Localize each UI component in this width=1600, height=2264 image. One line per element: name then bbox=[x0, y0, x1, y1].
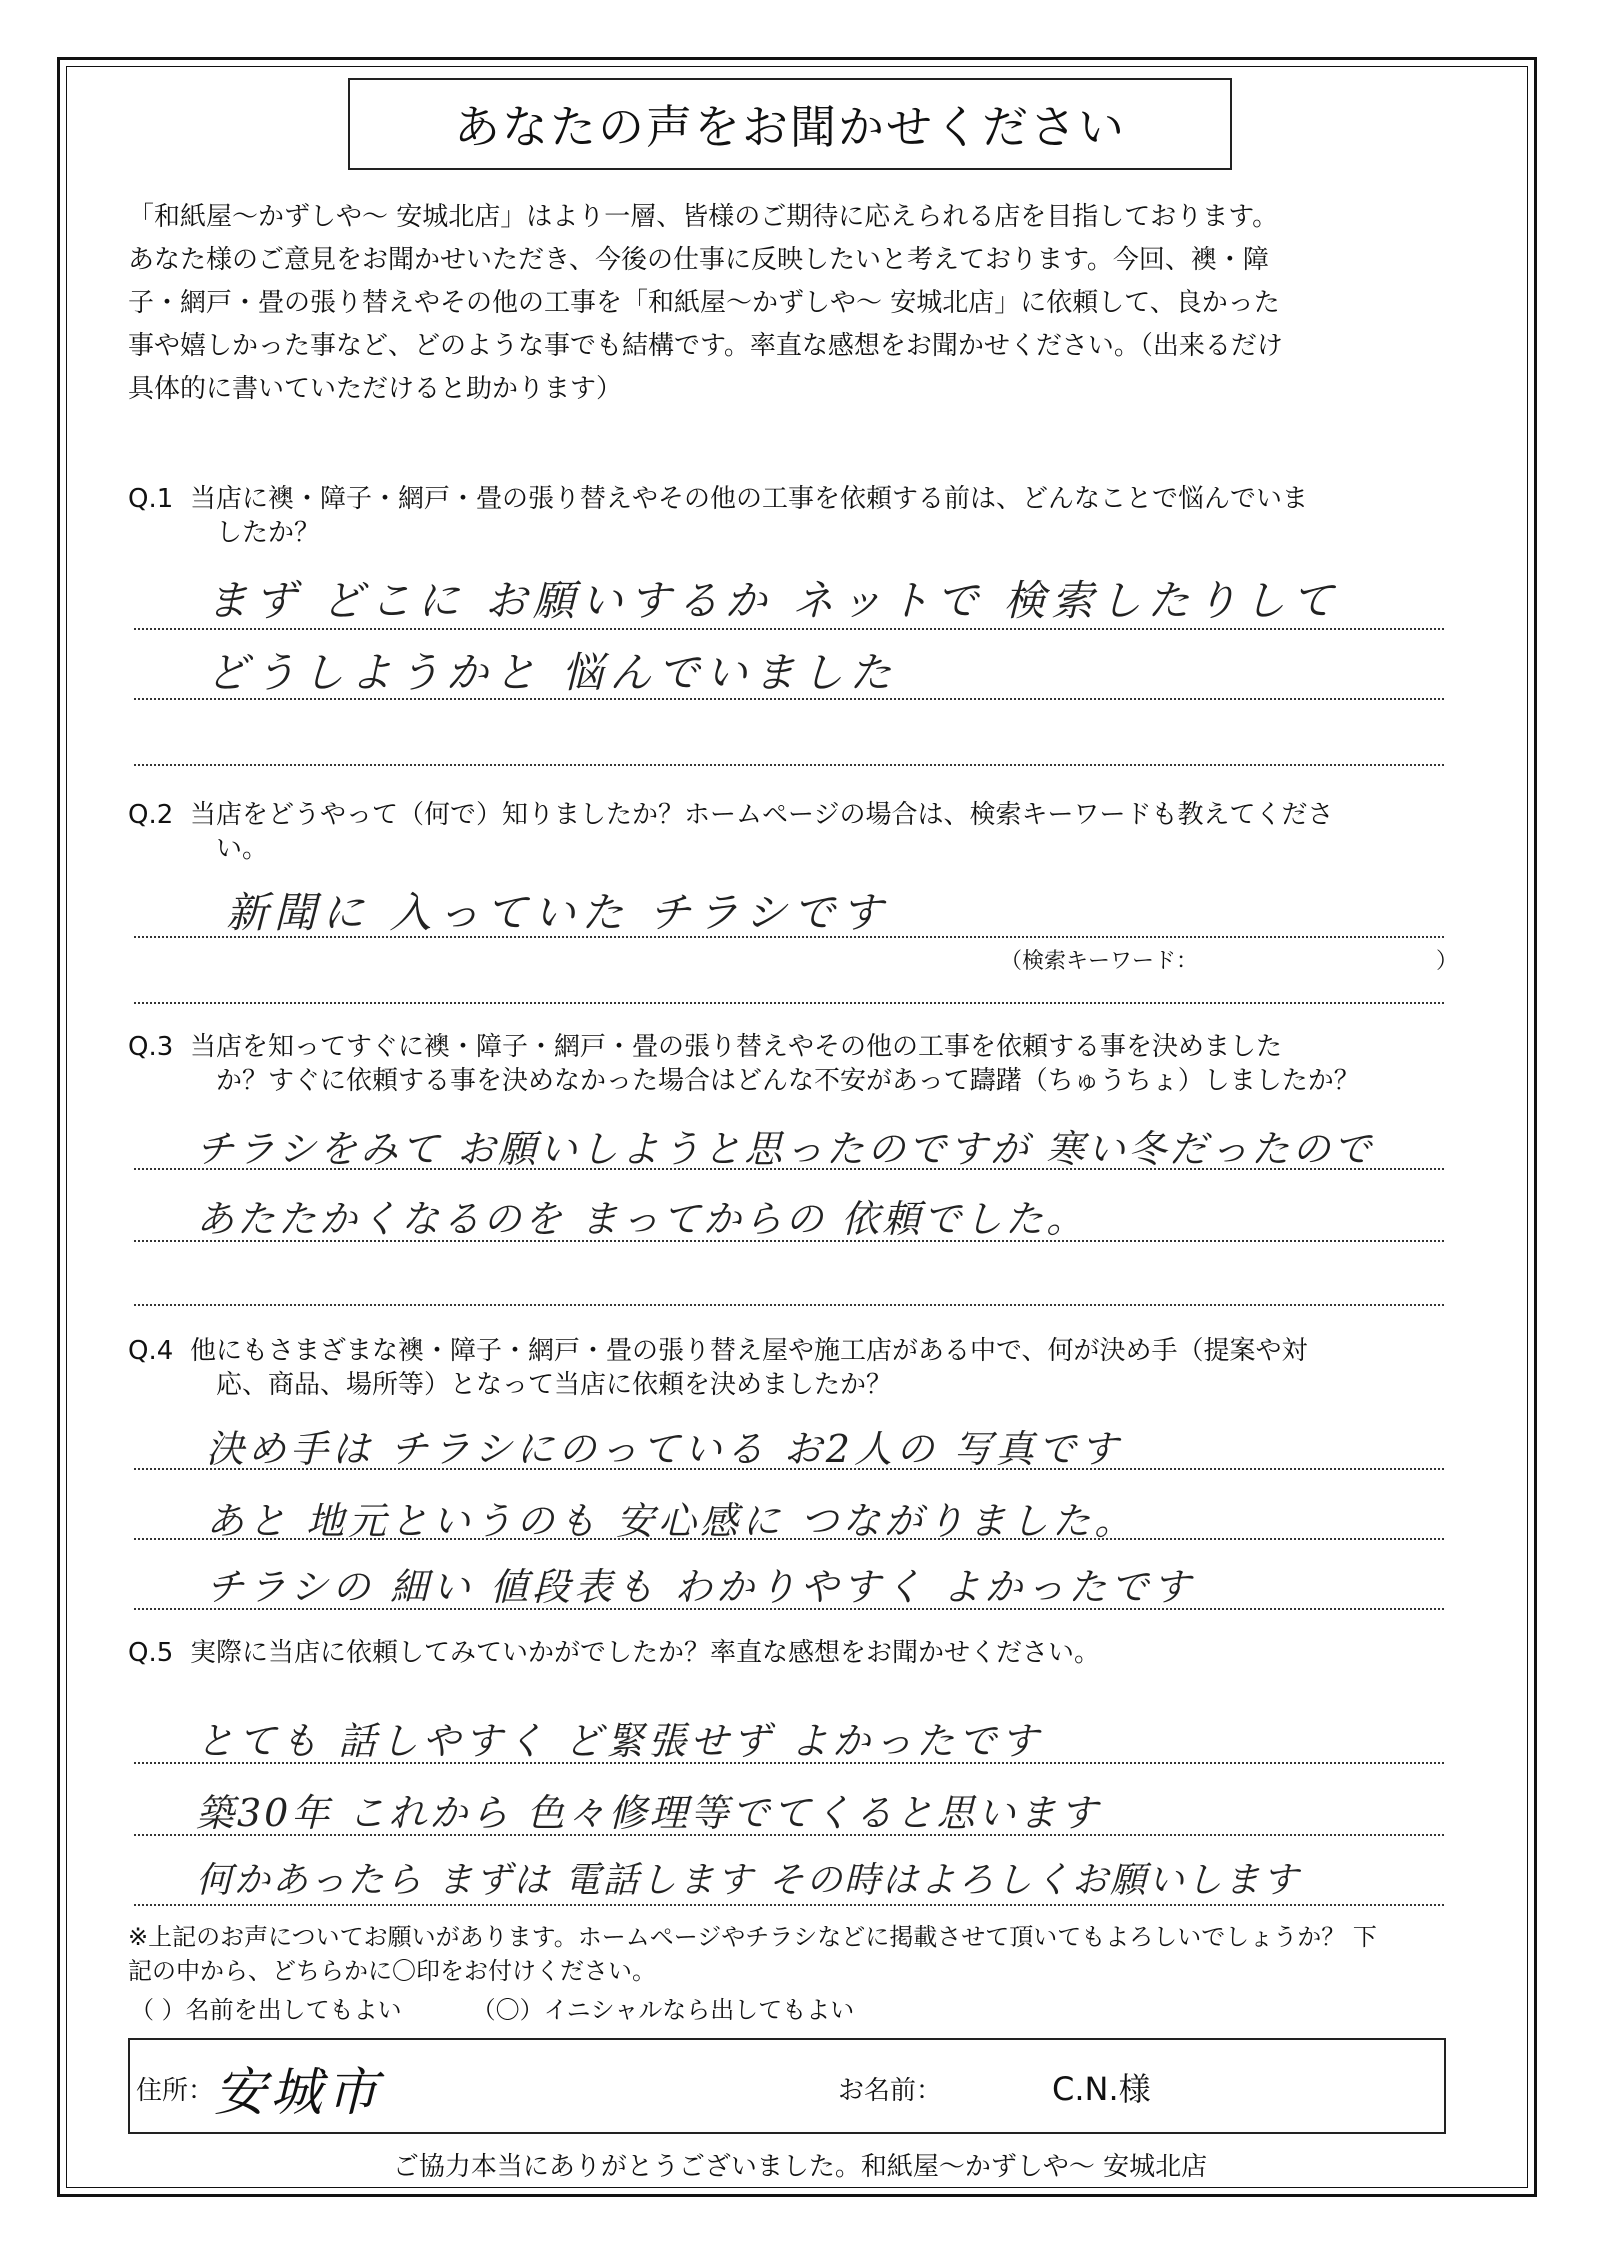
answer-rule bbox=[134, 1834, 1444, 1836]
answer-rule bbox=[134, 1538, 1444, 1540]
answer-rule bbox=[134, 1168, 1444, 1170]
answer-rule bbox=[134, 1002, 1444, 1004]
page-title: あなたの声をお聞かせください bbox=[454, 100, 1126, 154]
answer-rule bbox=[134, 1904, 1444, 1906]
answer-line: チラシの 細い 値段表も わかりやすく よかったです bbox=[206, 1565, 1195, 1609]
answer-line: 何かあったら まずは 電話します その時はよろしくお願いします bbox=[196, 1860, 1300, 1901]
answer-line: まず どこに お願いするか ネットで 検索したりして bbox=[206, 576, 1340, 625]
intro-line: 具体的に書いていただけると助かります） bbox=[128, 374, 623, 404]
question-number: Q.1 bbox=[128, 484, 174, 514]
name-label: お名前： bbox=[838, 2076, 943, 2106]
answer-rule bbox=[134, 1240, 1444, 1242]
notice-line: 記の中から、どちらかに〇印をお付けください。 bbox=[128, 1957, 656, 1985]
question-number: Q.5 bbox=[128, 1638, 174, 1668]
answer-line: 築30年 これから 色々修理等でてくると思います bbox=[196, 1791, 1101, 1835]
answer-rule bbox=[134, 936, 1444, 938]
question-4 bbox=[128, 1334, 1307, 1402]
question-2 bbox=[128, 798, 1333, 866]
question-number: Q.4 bbox=[128, 1336, 174, 1366]
question-text: 他にもさまざまな襖・障子・網戸・畳の張り替え屋や施工店がある中で、何が決め手（提案や対 bbox=[190, 1336, 1308, 1366]
question-text: 当店をどうやって（何で）知りましたか？ホームページの場合は、検索キーワードも教えてくださ bbox=[190, 800, 1334, 830]
answer-rule bbox=[134, 764, 1444, 766]
question-text-cont: い。 bbox=[216, 834, 269, 864]
question-1 bbox=[128, 482, 1308, 550]
search-keyword-label: （検索キーワード： bbox=[1000, 949, 1199, 974]
question-text: 実際に当店に依頼してみていかがでしたか？率直な感想をお聞かせください。 bbox=[190, 1638, 1101, 1668]
question-3 bbox=[128, 1030, 1360, 1098]
answer-line: 決め手は チラシにのっている お2人の 写真です bbox=[206, 1427, 1123, 1471]
answer-line: 新聞に 入っていた チラシです bbox=[226, 888, 889, 937]
intro-line: あなた様のご意見をお聞かせいただき、今後の仕事に反映したいと考えております。今回、襖・障 bbox=[128, 245, 1269, 275]
question-text-cont: か？すぐに依頼する事を決めなかった場合はどんな不安があって躊躇（ちゅうちょ）しましたか？ bbox=[216, 1066, 1360, 1096]
name-value: C.N.様 bbox=[1052, 2070, 1151, 2108]
answer-rule bbox=[134, 1304, 1444, 1306]
answer-rule bbox=[134, 1468, 1444, 1470]
publication-notice bbox=[128, 1920, 1377, 1988]
answer-line: あたたかくなるのを まってからの 依頼でした。 bbox=[196, 1197, 1088, 1241]
question-text-cont: したか？ bbox=[216, 518, 321, 548]
title-box bbox=[348, 78, 1232, 170]
address-label: 住所： bbox=[136, 2076, 215, 2106]
question-number: Q.2 bbox=[128, 800, 174, 830]
consent-options bbox=[130, 1990, 854, 2025]
question-text-cont: 応、商品、場所等）となって当店に依頼を決めましたか？ bbox=[216, 1370, 893, 1400]
question-5 bbox=[128, 1636, 1100, 1670]
intro-line: 「和紙屋〜かずしや〜 安城北店」はより一層、皆様のご期待に応えられる店を目指しております。 bbox=[128, 202, 1279, 232]
answer-rule bbox=[134, 1608, 1444, 1610]
answer-line: あと 地元というのも 安心感に つながりました。 bbox=[206, 1499, 1137, 1543]
question-text: 当店に襖・障子・網戸・畳の張り替えやその他の工事を依頼する前は、どんなことで悩んでいま bbox=[190, 484, 1309, 514]
question-number: Q.3 bbox=[128, 1032, 174, 1062]
intro-line: 事や嬉しかった事など、どのような事でも結構です。率直な感想をお聞かせください。（出来るだけ bbox=[128, 331, 1283, 361]
answer-rule bbox=[134, 628, 1444, 630]
answer-line: どうしようかと 悩んでいました bbox=[206, 648, 898, 697]
question-text: 当店を知ってすぐに襖・障子・網戸・畳の張り替えやその他の工事を依頼する事を決めました bbox=[190, 1032, 1283, 1062]
intro-line: 子・網戸・畳の張り替えやその他の工事を「和紙屋〜かずしや〜 安城北店」に依頼して、良かった bbox=[128, 288, 1280, 318]
option-initial-ok[interactable]: （〇）イニシャルなら出してもよい bbox=[471, 1996, 855, 2024]
footer-thanks: ご協力本当にありがとうございました。和紙屋〜かずしや〜 安城北店 bbox=[392, 2152, 1208, 2182]
answer-rule bbox=[134, 1762, 1444, 1764]
answer-rule bbox=[134, 698, 1444, 700]
search-keyword-field bbox=[1000, 944, 1459, 975]
search-keyword-close: ） bbox=[1436, 949, 1459, 974]
address-value: 安城市 bbox=[214, 2063, 383, 2123]
option-name-ok[interactable]: （ ）名前を出してもよい bbox=[130, 1996, 402, 2024]
answer-line: チラシをみて お願いしようと思ったのですが 寒い冬だったので bbox=[196, 1127, 1375, 1171]
answer-line: とても 話しやすく ど緊張せず よかったです bbox=[196, 1719, 1043, 1763]
notice-line: ※上記のお声についてお願いがあります。ホームページやチラシなどに掲載させて頂いてもよろしいでしょうか？ 下 bbox=[128, 1923, 1377, 1951]
intro-paragraph bbox=[128, 196, 1488, 411]
